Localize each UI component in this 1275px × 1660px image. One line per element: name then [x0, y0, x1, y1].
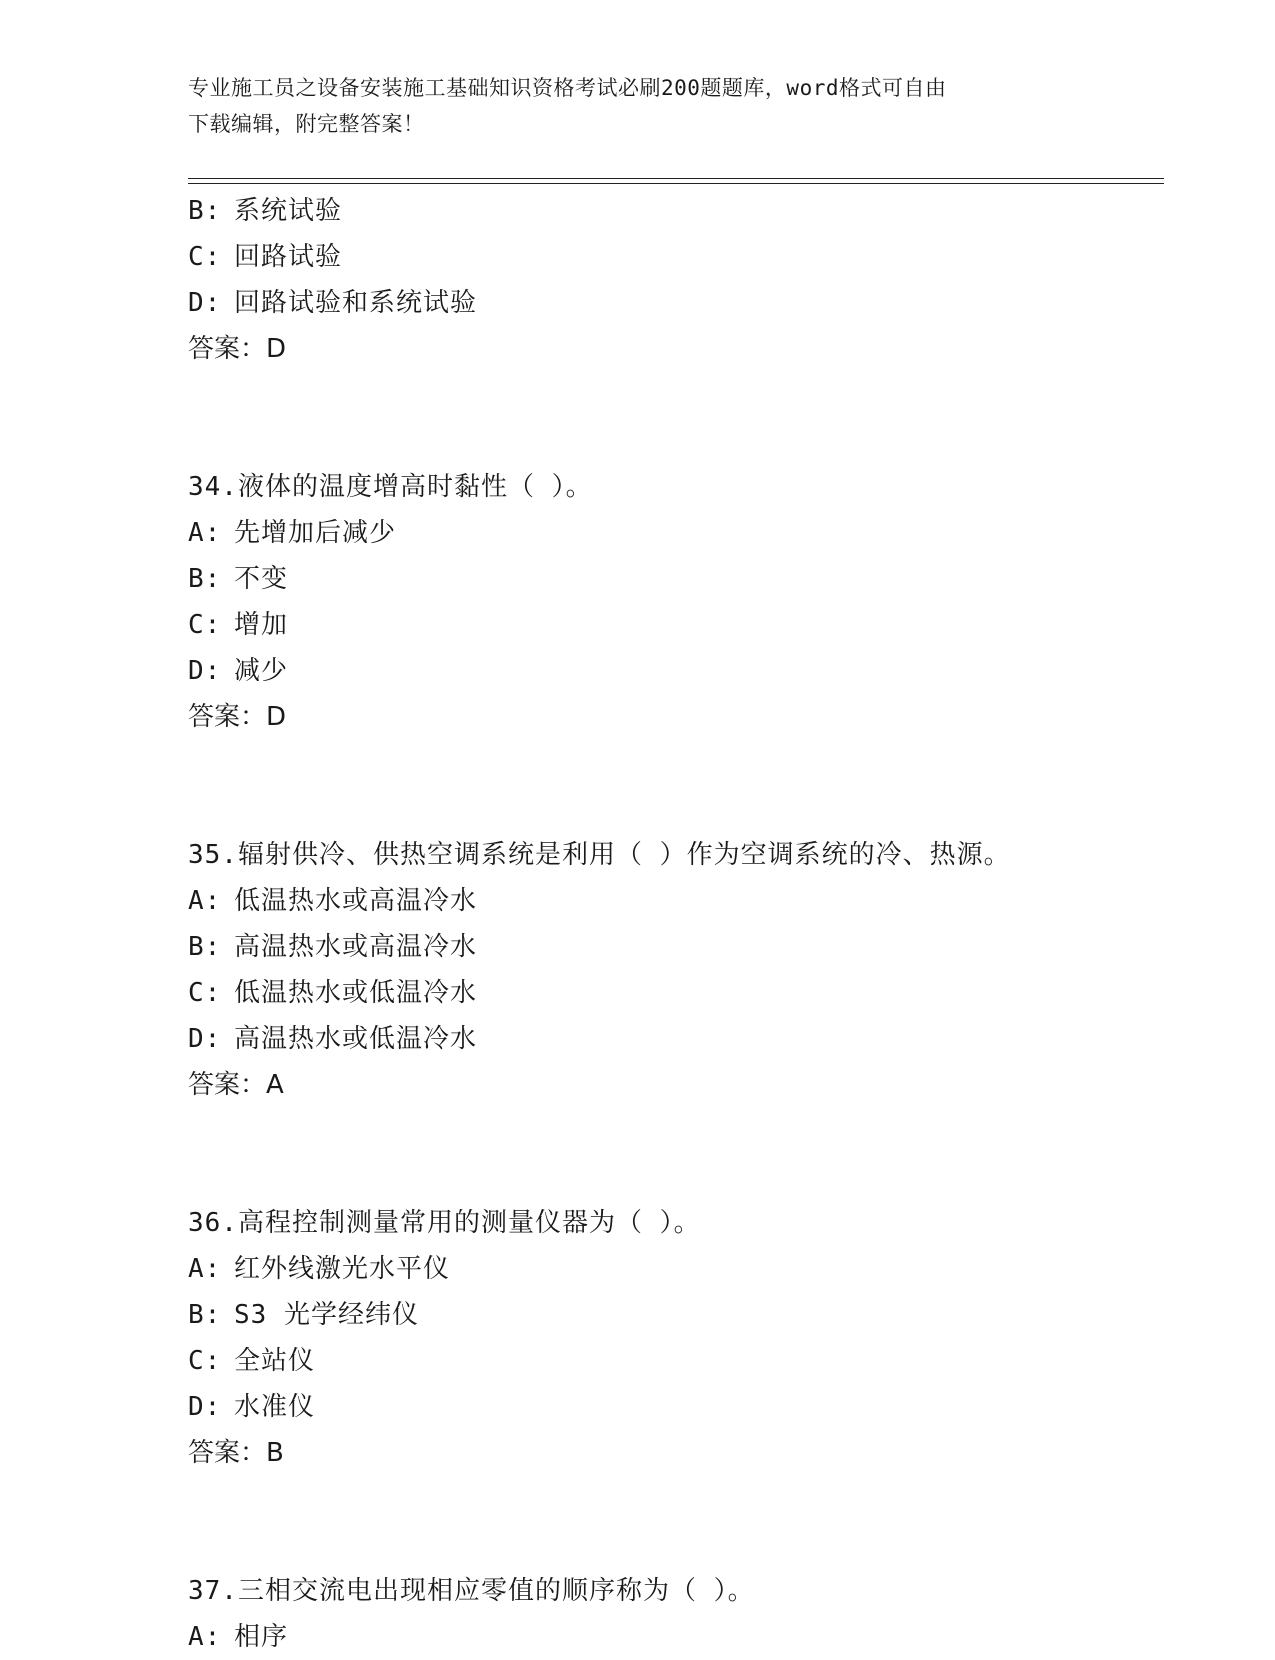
option-line [188, 648, 1188, 694]
option-line [188, 234, 1188, 280]
spacer [188, 372, 1188, 464]
option-text: 不变 [234, 564, 289, 594]
question-block-prev [188, 188, 1188, 372]
question-block-36 [188, 1200, 1188, 1476]
option-letter: C: [188, 978, 222, 1008]
spacer [188, 1476, 1188, 1568]
option-line [188, 1384, 1188, 1430]
option-text: 回路试验 [234, 242, 343, 272]
option-text: 高温热水或低温冷水 [234, 1024, 478, 1054]
question-stem: 34.液体的温度增高时黏性（ ）。 [188, 472, 593, 502]
question-block-37 [188, 1568, 1188, 1660]
option-letter: C: [188, 610, 222, 640]
option-letter: A: [188, 1622, 222, 1652]
option-text: 减少 [234, 656, 289, 686]
question-block-35 [188, 832, 1188, 1108]
spacer [188, 1108, 1188, 1200]
option-text: 水准仪 [234, 1392, 316, 1422]
option-line [188, 1338, 1188, 1384]
option-line [188, 1292, 1188, 1338]
header-divider-bottom [188, 183, 1164, 184]
option-letter: B: [188, 932, 222, 962]
option-text: 全站仪 [234, 1346, 316, 1376]
option-text: 回路试验和系统试验 [234, 288, 478, 318]
option-line [188, 280, 1188, 326]
option-letter: B: [188, 196, 222, 226]
spacer [188, 740, 1188, 832]
option-text: 低温热水或高温冷水 [234, 886, 478, 916]
question-stem: 37.三相交流电出现相应零值的顺序称为（ ）。 [188, 1576, 755, 1606]
option-line [188, 970, 1188, 1016]
option-text: 先增加后减少 [234, 518, 397, 548]
option-text: 高温热水或高温冷水 [234, 932, 478, 962]
option-letter: B: [188, 564, 222, 594]
question-block-34 [188, 464, 1188, 740]
answer-line: 答案：B [188, 1438, 284, 1468]
option-line [188, 1246, 1188, 1292]
option-text: 低温热水或低温冷水 [234, 978, 478, 1008]
answer-line: 答案：A [188, 1070, 284, 1100]
option-letter: D: [188, 288, 222, 318]
option-text: 系统试验 [234, 196, 343, 226]
document-header [188, 70, 1088, 142]
option-letter: A: [188, 518, 222, 548]
option-line [188, 510, 1188, 556]
option-letter: A: [188, 886, 222, 916]
option-letter: D: [188, 1392, 222, 1422]
option-letter: C: [188, 242, 222, 272]
header-line-2: 下载编辑，附完整答案！ [188, 112, 425, 136]
option-letter: B: [188, 1300, 222, 1330]
option-text: S3 光学经纬仪 [234, 1300, 419, 1330]
answer-line: 答案：D [188, 334, 287, 364]
option-line [188, 878, 1188, 924]
option-letter: D: [188, 656, 222, 686]
option-line [188, 1614, 1188, 1660]
option-letter: D: [188, 1024, 222, 1054]
option-text: 相序 [234, 1622, 289, 1652]
answer-line: 答案：D [188, 702, 287, 732]
option-letter: A: [188, 1254, 222, 1284]
option-letter: C: [188, 1346, 222, 1376]
option-line [188, 188, 1188, 234]
header-divider-top [188, 178, 1164, 179]
option-line [188, 602, 1188, 648]
question-list [188, 188, 1188, 1660]
option-line [188, 1016, 1188, 1062]
question-stem: 35.辐射供冷、供热空调系统是利用（ ）作为空调系统的冷、热源。 [188, 840, 1011, 870]
question-stem: 36.高程控制测量常用的测量仪器为（ ）。 [188, 1208, 701, 1238]
header-line-1: 专业施工员之设备安装施工基础知识资格考试必刷200题题库，word格式可自由 [188, 76, 947, 100]
option-text: 红外线激光水平仪 [234, 1254, 451, 1284]
option-line [188, 556, 1188, 602]
option-text: 增加 [234, 610, 289, 640]
option-line [188, 924, 1188, 970]
